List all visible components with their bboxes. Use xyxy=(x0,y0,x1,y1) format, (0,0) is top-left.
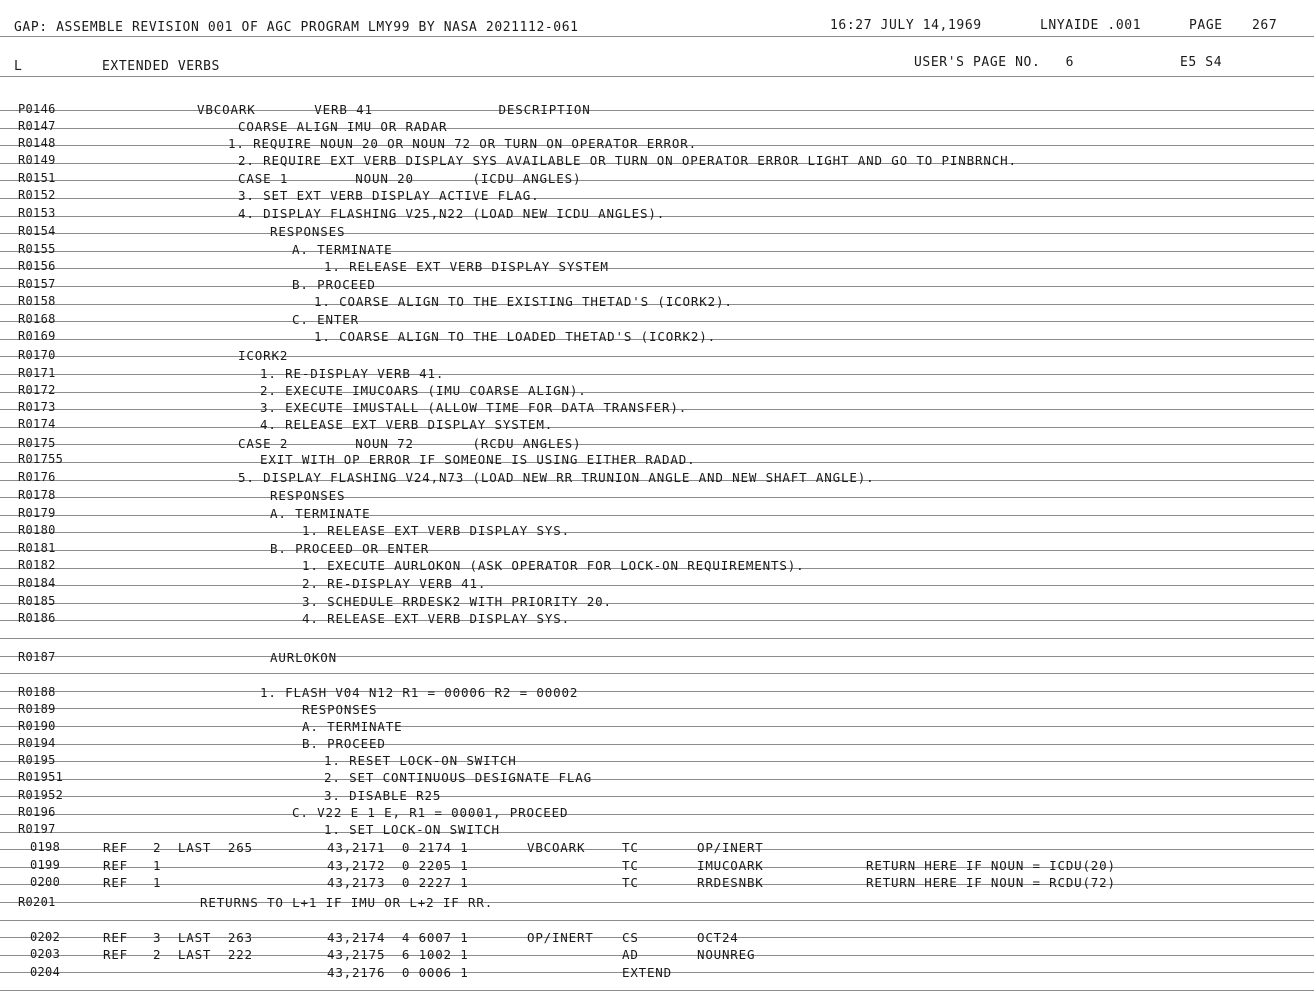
line-text: 1. RE-DISPLAY VERB 41. xyxy=(260,366,445,381)
line-text: A. TERMINATE xyxy=(270,506,371,521)
line-number: R0174 xyxy=(18,417,56,431)
code-line xyxy=(0,857,1314,874)
line-number: R0173 xyxy=(18,400,56,414)
opcode-field: TC xyxy=(622,875,639,890)
line-number: R0171 xyxy=(18,366,56,380)
section-title: EXTENDED VERBS xyxy=(102,59,220,74)
listing-line xyxy=(0,293,1314,310)
listing-line xyxy=(0,701,1314,718)
listing-line xyxy=(0,451,1314,468)
opcode-field: TC xyxy=(622,840,639,855)
line-text: 2. RE-DISPLAY VERB 41. xyxy=(302,576,487,591)
line-text: RESPONSES xyxy=(302,702,378,717)
line-text: 3. SET EXT VERB DISPLAY ACTIVE FLAG. xyxy=(238,188,540,203)
page-number: 267 xyxy=(1252,18,1278,33)
line-number: R0154 xyxy=(18,224,56,238)
line-number: R01952 xyxy=(18,788,64,802)
line-number: R0175 xyxy=(18,436,56,450)
listing-line xyxy=(0,101,1314,118)
address-field: 43,2172 0 2205 1 xyxy=(327,858,469,873)
listing-line xyxy=(0,416,1314,433)
line-number: R0178 xyxy=(18,488,56,502)
line-number: R01755 xyxy=(18,452,64,466)
line-number: 0204 xyxy=(30,965,61,979)
operand-field: NOUNREG xyxy=(697,947,756,962)
listing-line xyxy=(0,469,1314,486)
operand-field: RRDESNBK xyxy=(697,875,764,890)
line-number: R0197 xyxy=(18,822,56,836)
line-number: R0176 xyxy=(18,470,56,484)
section-letter: L xyxy=(14,59,23,74)
listing-line xyxy=(0,505,1314,522)
code-line xyxy=(0,929,1314,946)
line-number: R0179 xyxy=(18,506,56,520)
address-field: 43,2176 0 0006 1 xyxy=(327,965,469,980)
operand-field: OCT24 xyxy=(697,930,739,945)
line-text: B. PROCEED xyxy=(302,736,386,751)
label-field: OP/INERT xyxy=(527,930,594,945)
line-text: C. V22 E 1 E, R1 = 00001, PROCEED xyxy=(292,805,569,820)
label-field: VBCOARK xyxy=(527,840,586,855)
opcode-field: CS xyxy=(622,930,639,945)
line-text: 3. DISABLE R25 xyxy=(324,788,442,803)
comment-field: RETURN HERE IF NOUN = RCDU(72) xyxy=(866,875,1116,890)
line-number: R0182 xyxy=(18,558,56,572)
listing-line xyxy=(0,135,1314,152)
listing-line xyxy=(0,575,1314,592)
listing-timestamp: 16:27 JULY 14,1969 xyxy=(830,18,982,33)
line-text: 5. DISPLAY FLASHING V24,N73 (LOAD NEW RR TRUNION ANGLE AND NEW SHAFT ANGLE). xyxy=(238,470,875,485)
line-number: R0148 xyxy=(18,136,56,150)
address-field: 43,2173 0 2227 1 xyxy=(327,875,469,890)
line-number: R0172 xyxy=(18,383,56,397)
line-text: 1. RESET LOCK-ON SWITCH xyxy=(324,753,517,768)
line-number: R0180 xyxy=(18,523,56,537)
line-number: 0198 xyxy=(30,840,61,854)
ruled-line xyxy=(0,990,1314,991)
line-number: R0149 xyxy=(18,153,56,167)
listing-line xyxy=(0,118,1314,135)
line-text: CASE 1 NOUN 20 (ICDU ANGLES) xyxy=(238,171,582,186)
ruled-line xyxy=(0,920,1314,921)
code-line xyxy=(0,946,1314,963)
line-text: 1. FLASH V04 N12 R1 = 00006 R2 = 00002 xyxy=(260,685,579,700)
line-text: 4. DISPLAY FLASHING V25,N22 (LOAD NEW ICDU ANGLES). xyxy=(238,206,666,221)
listing-line xyxy=(0,557,1314,574)
listing-line xyxy=(0,718,1314,735)
line-text: COARSE ALIGN IMU OR RADAR xyxy=(238,119,448,134)
ref-field: REF 1 xyxy=(103,875,162,890)
listing-line xyxy=(0,258,1314,275)
line-text: EXIT WITH OP ERROR IF SOMEONE IS USING EITHER RADAD. xyxy=(260,452,696,467)
listing-line xyxy=(0,821,1314,838)
listing-line xyxy=(0,399,1314,416)
line-text: CASE 2 NOUN 72 (RCDU ANGLES) xyxy=(238,436,582,451)
line-number: R0168 xyxy=(18,312,56,326)
line-text: RESPONSES xyxy=(270,488,346,503)
line-number: R0155 xyxy=(18,242,56,256)
listing-line xyxy=(0,752,1314,769)
listing-line xyxy=(0,241,1314,258)
listing-line xyxy=(0,804,1314,821)
line-number: R0170 xyxy=(18,348,56,362)
listing-line xyxy=(0,328,1314,345)
page-label: PAGE xyxy=(1189,18,1223,33)
operand-field: IMUCOARK xyxy=(697,858,764,873)
line-text: 3. SCHEDULE RRDESK2 WITH PRIORITY 20. xyxy=(302,594,612,609)
line-number: R0156 xyxy=(18,259,56,273)
listing-line xyxy=(0,435,1314,452)
line-number: 0199 xyxy=(30,858,61,872)
line-text: B. PROCEED OR ENTER xyxy=(270,541,430,556)
listing-line xyxy=(0,187,1314,204)
users-page-number: USER'S PAGE NO. 6 xyxy=(914,55,1075,70)
line-number: R0169 xyxy=(18,329,56,343)
line-text: 1. REQUIRE NOUN 20 OR NOUN 72 OR TURN ON OPERATOR ERROR. xyxy=(228,136,698,151)
listing-line xyxy=(0,311,1314,328)
line-text: 4. RELEASE EXT VERB DISPLAY SYSTEM. xyxy=(260,417,554,432)
line-number: R0184 xyxy=(18,576,56,590)
line-text: 1. EXECUTE AURLOKON (ASK OPERATOR FOR LOCK-ON REQUIREMENTS). xyxy=(302,558,805,573)
line-text: ICORK2 xyxy=(238,348,289,363)
listing-line xyxy=(0,205,1314,222)
line-text: 3. EXECUTE IMUSTALL (ALLOW TIME FOR DATA TRANSFER). xyxy=(260,400,688,415)
line-text: 1. COARSE ALIGN TO THE EXISTING THETAD'S (ICORK2). xyxy=(314,294,733,309)
line-text: 4. RELEASE EXT VERB DISPLAY SYS. xyxy=(302,611,571,626)
listing-line xyxy=(0,649,1314,666)
line-text: VBCOARK VERB 41 DESCRIPTION xyxy=(197,102,591,117)
line-number: R0189 xyxy=(18,702,56,716)
listing-line xyxy=(0,735,1314,752)
run-id: LNYAIDE .001 xyxy=(1040,18,1142,33)
comment-field: RETURN HERE IF NOUN = ICDU(20) xyxy=(866,858,1116,873)
listing-line xyxy=(0,769,1314,786)
code-line xyxy=(0,874,1314,891)
line-text: 1. RELEASE EXT VERB DISPLAY SYS. xyxy=(302,523,571,538)
address-field: 43,2175 6 1002 1 xyxy=(327,947,469,962)
listing-line xyxy=(0,593,1314,610)
line-text: 1. SET LOCK-ON SWITCH xyxy=(324,822,500,837)
line-number: R0157 xyxy=(18,277,56,291)
address-field: 43,2171 0 2174 1 xyxy=(327,840,469,855)
line-number: R0185 xyxy=(18,594,56,608)
line-number: R0194 xyxy=(18,736,56,750)
ruled-line xyxy=(0,638,1314,639)
operand-field: OP/INERT xyxy=(697,840,764,855)
listing-line xyxy=(0,170,1314,187)
line-number: R01951 xyxy=(18,770,64,784)
line-number: R0158 xyxy=(18,294,56,308)
line-text: RESPONSES xyxy=(270,224,346,239)
line-text: 2. EXECUTE IMUCOARS (IMU COARSE ALIGN). xyxy=(260,383,587,398)
section-code: E5 S4 xyxy=(1180,55,1223,70)
line-text: 2. REQUIRE EXT VERB DISPLAY SYS AVAILABLE OR TURN ON OPERATOR ERROR LIGHT AND GO TO PINBRNCH. xyxy=(238,153,1017,168)
ruled-line xyxy=(0,76,1314,77)
line-number: R0152 xyxy=(18,188,56,202)
line-number: P0146 xyxy=(18,102,56,116)
line-number: R0201 xyxy=(18,895,56,909)
ruled-line xyxy=(0,673,1314,674)
line-number: R0190 xyxy=(18,719,56,733)
line-text: 1. RELEASE EXT VERB DISPLAY SYSTEM xyxy=(324,259,609,274)
ruled-line xyxy=(0,36,1314,37)
opcode-field: EXTEND xyxy=(622,965,672,980)
line-number: R0187 xyxy=(18,650,56,664)
listing-line xyxy=(0,684,1314,701)
line-number: 0202 xyxy=(30,930,61,944)
line-number: R0181 xyxy=(18,541,56,555)
listing-line xyxy=(0,365,1314,382)
line-number: 0203 xyxy=(30,947,61,961)
listing-line xyxy=(0,487,1314,504)
listing-line xyxy=(0,347,1314,364)
listing-line xyxy=(0,894,1314,911)
line-text: 2. SET CONTINUOUS DESIGNATE FLAG xyxy=(324,770,593,785)
line-number: R0186 xyxy=(18,611,56,625)
ref-field: REF 1 xyxy=(103,858,162,873)
listing-line xyxy=(0,522,1314,539)
code-line xyxy=(0,839,1314,856)
ref-field: REF 2 LAST 222 xyxy=(103,947,253,962)
opcode-field: AD xyxy=(622,947,639,962)
line-text: AURLOKON xyxy=(270,650,338,665)
listing-line xyxy=(0,787,1314,804)
listing-line xyxy=(0,276,1314,293)
address-field: 43,2174 4 6007 1 xyxy=(327,930,469,945)
line-number: R0147 xyxy=(18,119,56,133)
listing-line xyxy=(0,382,1314,399)
line-text: A. TERMINATE xyxy=(302,719,403,734)
line-text: C. ENTER xyxy=(292,312,360,327)
line-text: B. PROCEED xyxy=(292,277,376,292)
ref-field: REF 2 LAST 265 xyxy=(103,840,253,855)
line-text: 1. COARSE ALIGN TO THE LOADED THETAD'S (ICORK2). xyxy=(314,329,717,344)
listing-line xyxy=(0,540,1314,557)
listing-line xyxy=(0,223,1314,240)
line-number: R0196 xyxy=(18,805,56,819)
opcode-field: TC xyxy=(622,858,639,873)
listing-line xyxy=(0,152,1314,169)
line-text: RETURNS TO L+1 IF IMU OR L+2 IF RR. xyxy=(200,895,494,910)
line-number: R0188 xyxy=(18,685,56,699)
line-number: R0151 xyxy=(18,171,56,185)
listing-line xyxy=(0,610,1314,627)
code-line xyxy=(0,964,1314,981)
listing-title: GAP: ASSEMBLE REVISION 001 OF AGC PROGRAM LMY99 BY NASA 2021112-061 xyxy=(14,20,579,35)
line-number: 0200 xyxy=(30,875,61,889)
line-number: R0195 xyxy=(18,753,56,767)
ref-field: REF 3 LAST 263 xyxy=(103,930,253,945)
line-text: A. TERMINATE xyxy=(292,242,393,257)
line-number: R0153 xyxy=(18,206,56,220)
